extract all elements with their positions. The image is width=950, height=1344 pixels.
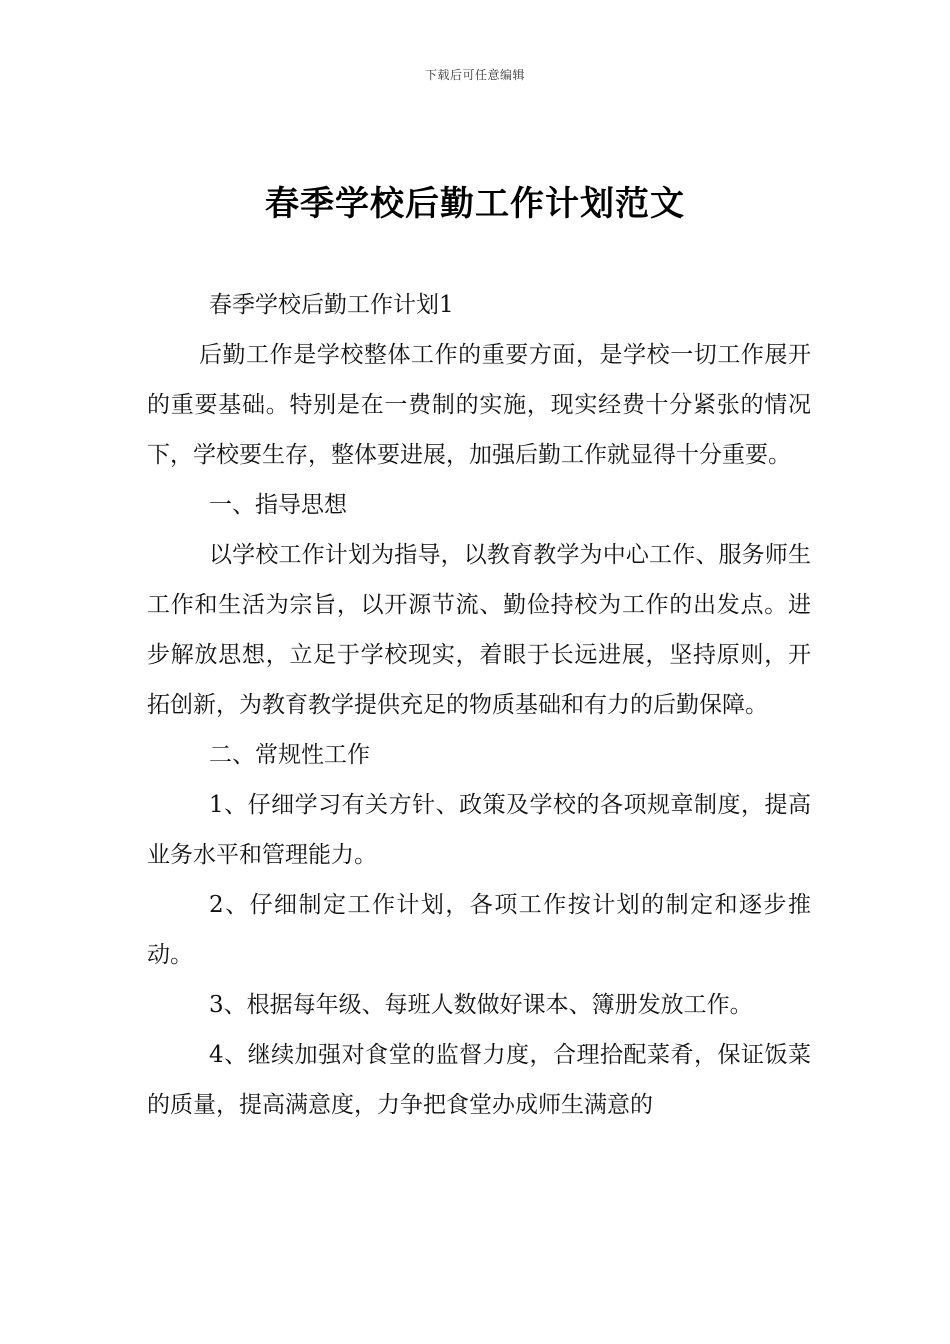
intro-paragraph: 后勤工作是学校整体工作的重要方面，是学校一切工作展开的重要基础。特别是在一费制的实施，现实经费十分紧张的情况下，学校要生存，整体要进展，加强后勤工作就显得十分重要。 (147, 342, 811, 468)
section-heading-guiding-thought: 一、指导思想 (209, 492, 347, 518)
header-note: 下载后可任意编辑 (424, 68, 525, 82)
list-item-3: 3、根据每年级、每班人数做好课本、簿册发放工作。 (209, 992, 753, 1018)
document-body (147, 280, 811, 1130)
list-item-1: 1、仔细学习有关方针、政策及学校的各项规章制度，提高业务水平和管理能力。 (147, 792, 811, 868)
document-title: 春季学校后勤工作计划范文 (265, 184, 685, 224)
plan-subtitle: 春季学校后勤工作计划1 (209, 292, 454, 318)
list-item-2: 2、仔细制定工作计划，各项工作按计划的制定和逐步推动。 (147, 892, 811, 968)
list-item-4: 4、继续加强对食堂的监督力度，合理拾配菜肴，保证饭菜的质量，提高满意度，力争把食堂办成师生满意的 (147, 1042, 811, 1118)
guiding-thought-paragraph: 以学校工作计划为指导，以教育教学为中心工作、服务师生工作和生活为宗旨，以开源节流、勤俭持校为工作的出发点。进步解放思想，立足于学校现实，着眼于长远进展，坚持原则，开拓创新，为教育教学提供充足的物质基础和有力的后勤保障。 (147, 542, 811, 718)
section-heading-routine-work: 二、常规性工作 (209, 742, 370, 768)
